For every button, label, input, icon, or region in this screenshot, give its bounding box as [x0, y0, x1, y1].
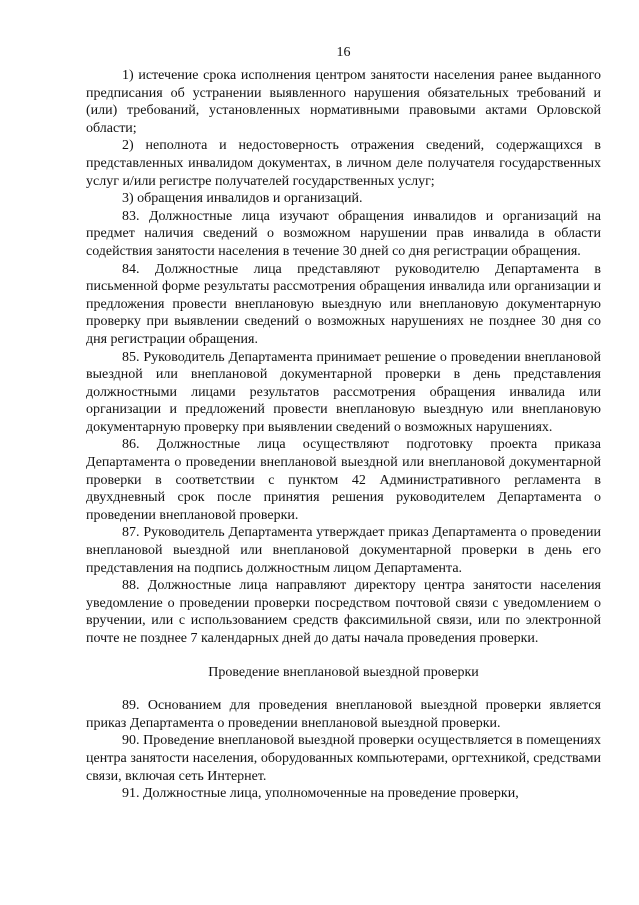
paragraph-88: 88. Должностные лица направляют директору центра занятости населения уведомление о проведении проверки посредством почтовой связи с уведомлением о вручении, или с использованием средств факсимильной связи, или по электронной почте не позднее 7 календарных дней до даты начала проведения проверки. [86, 578, 601, 646]
paragraph-84: 84. Должностные лица представляют руководителю Департамента в письменной форме результаты рассмотрения обращения инвалида или организации и предложения провести внеплановую выездную или внеплановую документарную проверку при выявлении сведений о возможных нарушениях не позднее 30 дня со дня регистрации обращения. [86, 261, 601, 347]
paragraph-91: 91. Должностные лица, уполномоченные на проведение проверки, [122, 786, 519, 802]
section-heading: Проведение внеплановой выездной проверки [208, 664, 479, 680]
paragraph-item-1: 1) истечение срока исполнения центром занятости населения ранее выданного предписания об устранении выявленного нарушения обязательных требований и (или) требований, установленных нормативными правовыми актами Орловской области; [86, 68, 601, 136]
paragraph-item-3: 3) обращения инвалидов и организаций. [122, 191, 363, 207]
paragraph-83: 83. Должностные лица изучают обращения инвалидов и организаций на предмет наличия сведений о возможном нарушении прав инвалида в области содействия занятости населения в течение 30 дней со дня регистрации обращения. [86, 208, 601, 259]
paragraph-85: 85. Руководитель Департамента принимает решение о проведении внеплановой выездной или внеплановой документарной проверки в день представления должностными лицами результатов рассмотрения обращения инвалида или организации и предложений провести внеплановую выездную или внеплановую документарную проверку при выявлении сведений о возможных нарушениях. [86, 349, 601, 435]
paragraph-89: 89. Основанием для проведения внеплановой выездной проверки является приказ Департамента о проведении внеплановой выездной проверки. [86, 698, 601, 731]
paragraph-86: 86. Должностные лица осуществляют подготовку проекта приказа Департамента о проведении внеплановой выездной или внеплановой документарной проверки в соответствии с пунктом 42 Административного регламента в двухдневный срок после принятия решения руководителем Департамента о проведении внеплановой проверки. [86, 437, 601, 523]
page-number: 16 [336, 45, 351, 60]
paragraph-87: 87. Руководитель Департамента утверждает приказ Департамента о проведении внеплановой выездной или внеплановой документарной проверки в день его представления на подпись должностным лицом Департамента. [86, 525, 601, 576]
paragraph-item-2: 2) неполнота и недостоверность отражения сведений, содержащихся в представленных инвалидом документах, в личном деле получателя государственных услуг и/или регистре получателей государственных услуг; [86, 138, 601, 189]
paragraph-90: 90. Проведение внеплановой выездной проверки осуществляется в помещениях центра занятости населения, оборудованных компьютерами, оргтехникой, средствами связи, включая сеть Интернет. [86, 733, 601, 784]
